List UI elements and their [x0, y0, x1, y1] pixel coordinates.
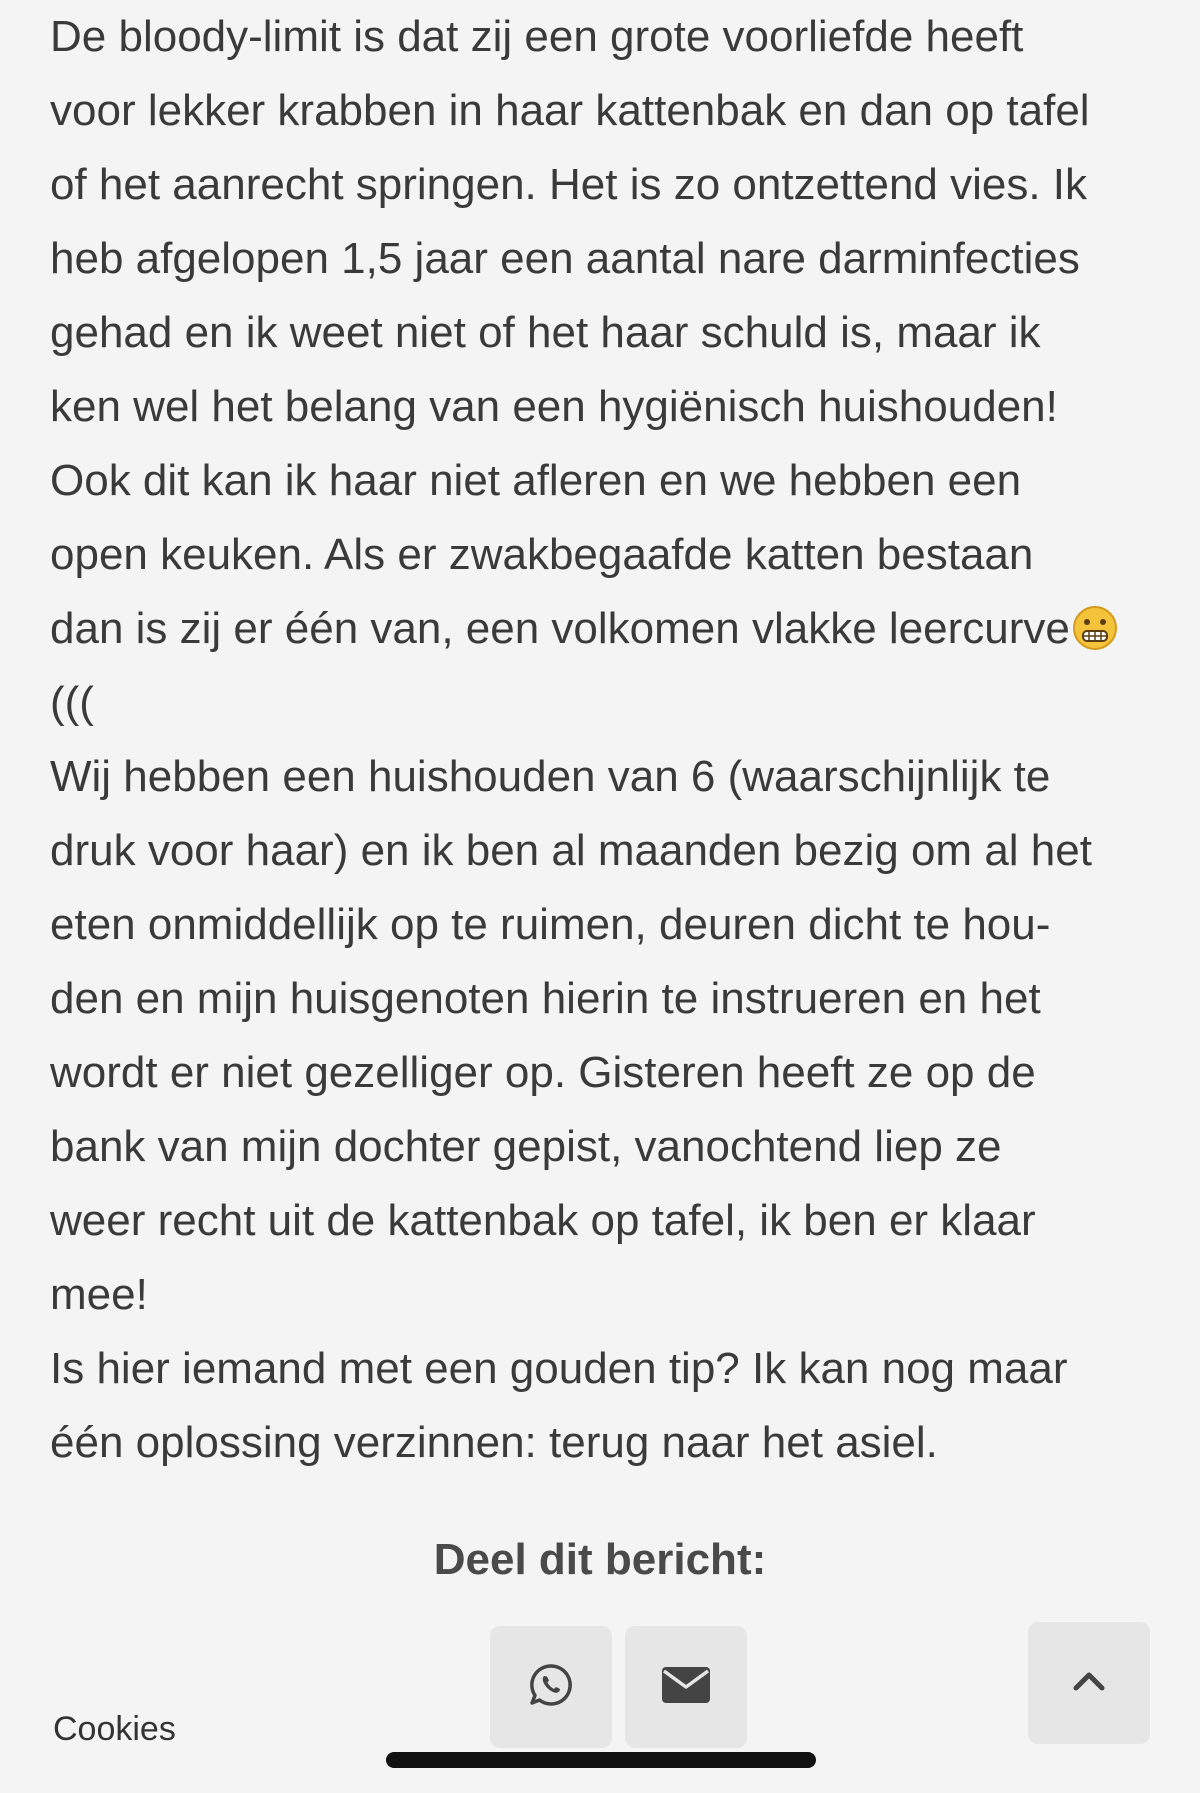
cookies-link[interactable]: Cookies	[53, 1710, 176, 1748]
post-line: druk voor haar) en ik ben al maanden bezig om al het	[50, 826, 1092, 875]
post-line: heb afgelopen 1,5 jaar een aantal nare darminfecties	[50, 234, 1080, 283]
post-body	[50, 0, 1160, 1480]
post-line: ken wel het belang van een hygiënisch huishouden!	[50, 382, 1058, 431]
post-line: mee!	[50, 1270, 148, 1319]
home-indicator[interactable]	[386, 1752, 816, 1768]
post-line: bank van mijn dochter gepist, vanochtend liep ze	[50, 1122, 1002, 1171]
post-line: één oplossing verzinnen: terug naar het asiel.	[50, 1418, 938, 1467]
post-line: gehad en ik weet niet of het haar schuld is, maar ik	[50, 308, 1041, 357]
post-line: wordt er niet gezelliger op. Gisteren heeft ze op de	[50, 1048, 1036, 1097]
post-line: voor lekker krabben in haar kattenbak en dan op tafel	[50, 86, 1090, 135]
post-line: eten onmiddellijk op te ruimen, deuren dicht te hou-	[50, 900, 1051, 949]
email-share-button[interactable]	[625, 1626, 747, 1748]
post-line: (((	[50, 678, 94, 727]
post-line-with-emoji	[50, 592, 1160, 666]
whatsapp-share-button[interactable]	[490, 1626, 612, 1748]
post-line: dan is zij er één van, een volkomen vlakke leercurve	[50, 604, 1070, 653]
post-line: Ook dit kan ik haar niet afleren en we hebben een	[50, 456, 1022, 505]
grimacing-face-emoji-icon	[1072, 600, 1118, 646]
post-line: den en mijn huisgenoten hierin te instrueren en het	[50, 974, 1041, 1023]
post-line: of het aanrecht springen. Het is zo ontzettend vies. Ik	[50, 160, 1088, 209]
share-title: Deel dit bericht:	[433, 1535, 767, 1584]
post-line: Wij hebben een huishouden van 6 (waarschijnlijk te	[50, 752, 1051, 801]
whatsapp-icon	[528, 1662, 574, 1713]
post-line: open keuken. Als er zwakbegaafde katten bestaan	[50, 530, 1034, 579]
chevron-up-icon	[1072, 1670, 1106, 1697]
post-line: weer recht uit de kattenbak op tafel, ik ben er klaar	[50, 1196, 1036, 1245]
envelope-icon	[660, 1665, 712, 1710]
post-line: Is hier iemand met een gouden tip? Ik kan nog maar	[50, 1344, 1068, 1393]
scroll-to-top-button[interactable]	[1028, 1622, 1150, 1744]
post-line: De bloody-limit is dat zij een grote voorliefde heeft	[50, 12, 1024, 61]
